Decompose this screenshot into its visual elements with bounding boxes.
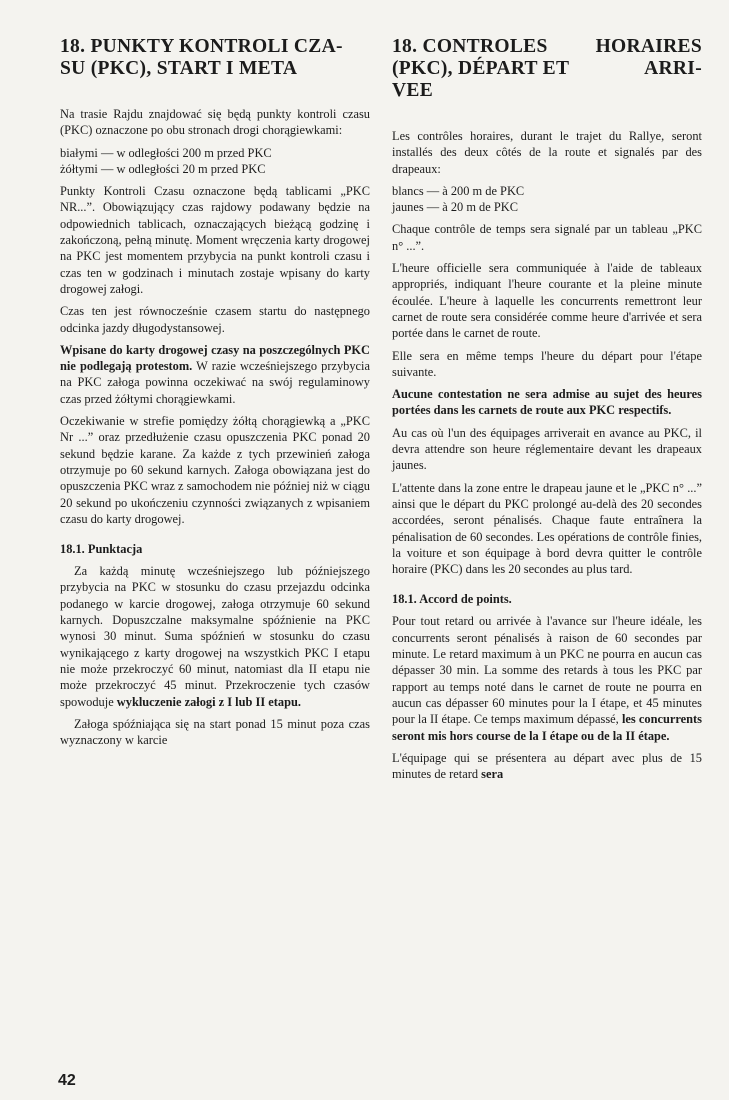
title-word: HORAIRES bbox=[595, 36, 702, 57]
bold-statement: Wpisane do karty drogowej czasy na poszczególnych PKC nie podlegają protestom. bbox=[60, 342, 370, 374]
paragraph: Chaque contrôle de temps sera signalé par un tableau „PKC n° ...”. bbox=[392, 222, 702, 253]
bold-statement: wykluczenie załogi z I lub II etapu. bbox=[116, 694, 301, 709]
paragraph-text: Pour tout retard ou arrivée à l'avance sur l'heure idéale, les concurrents seront pénalisés à raison de 60 secondes par minute. Le retard maximum à un PKC ne pourra en aucun cas dépasser 30 min. La somme des retards à tous les PKC par rapport au temps noté dans le carnet de route ne pourra en aucun cas dépasser 60 minutes pour la I étape, et 45 minutes pour la II étape. Ce temps maximum dépassé, bbox=[392, 614, 702, 727]
title-line bbox=[392, 58, 702, 80]
title-word: ARRI- bbox=[644, 58, 702, 79]
title-word: (PKC), DÉPART ET bbox=[392, 58, 570, 79]
subsection-title-french: 18.1. Accord de points. bbox=[392, 592, 512, 607]
flag-line-white: blancs — à 200 m de PKC bbox=[392, 183, 525, 198]
title-word: 18. CONTROLES bbox=[392, 36, 548, 57]
paragraph: Les contrôles horaires, durant le trajet du Rallye, seront installés des deux côtés de la route et signalés par des drapeaux: bbox=[392, 129, 702, 176]
polish-column bbox=[60, 36, 370, 754]
paragraph: Czas ten jest równocześnie czasem startu do następnego odcinka jazdy długodystansowej. bbox=[60, 304, 370, 335]
paragraph: Punkty Kontroli Czasu oznaczone będą tablicami „PKC NR...”. Obowiązujący czas rajdowy podawany będzie na odpowiednich tablicach, oznaczających bieżącą godzinę i zakończoną, pełną minutę. Moment wręczenia karty drogowej na PKC jest momentem przybycia na punkt kontroli czasu i czas ten w godzinach i minutach zostaje wpisany do karty drogowej załogi. bbox=[60, 184, 370, 296]
bold-statement: sera bbox=[481, 767, 504, 782]
paragraph: Elle sera en même temps l'heure du départ pour l'étape suivante. bbox=[392, 348, 702, 379]
bold-statement: Aucune contestation ne sera admise au sujet des heures portées dans les carnets de route aux PKC respectifs. bbox=[392, 387, 702, 418]
flag-line-yellow: żółtymi — w odległości 20 m przed PKC bbox=[60, 161, 266, 176]
paragraph bbox=[392, 750, 702, 783]
paragraph: Na trasie Rajdu znajdować się będą punkty kontroli czasu (PKC) oznaczone po obu stronach drogi chorągiewkami: bbox=[60, 107, 370, 138]
paragraph-text: L'équipage qui se présentera au départ avec plus de 15 minutes de retard bbox=[392, 750, 702, 782]
paragraph-text: W razie wcześniejszego przybycia na PKC załoga powinna oczekiwać na swój regulaminowy czas przed żółtymi chorągiewkami. bbox=[60, 359, 370, 406]
paragraph bbox=[60, 342, 370, 407]
french-column bbox=[392, 36, 702, 788]
paragraph: L'heure officielle sera communiquée à l'aide de tableaux appropriés, indiquant l'heure courante et la pleine minute écoulée. L'heure à laquelle les concurrents remettront leur carnet de route sera considérée comme heure d'arrivée et sera portée dans le carnet de route. bbox=[392, 261, 702, 341]
title-line bbox=[392, 36, 702, 58]
paragraph bbox=[392, 613, 702, 743]
subsection-title-polish: 18.1. Punktacja bbox=[60, 542, 143, 557]
paragraph: Au cas où l'un des équipages arriverait en avance au PKC, il devra attendre son heure réglementaire devant les drapeaux jaunes. bbox=[392, 425, 702, 473]
page-number: 42 bbox=[58, 1072, 76, 1089]
paragraph bbox=[60, 563, 370, 710]
paragraph: L'attente dans la zone entre le drapeau jaune et le „PKC n° ...” ainsi que le départ du PKC prolongé au-delà des 20 secondes accordées, seront pénalisés. Chaque faute entraînera la pénalisation de 60 secondes. Les opérations de contrôle finies, la voiture et son équipage à bord devra quitter le contrôle horaire (PKC) dans les 20 secondes au plus tard. bbox=[392, 480, 702, 577]
flag-line-white: białymi — w odległości 200 m przed PKC bbox=[60, 145, 272, 160]
paragraph-text: Za każdą minutę wcześniejszego lub późniejszego przybycia na PKC w stosunku do czasu przejazdu odcinka podanego w karcie drogowej, załoga otrzymuje 60 sekund karnych. Dopuszczalne maksymalne spóźnienie na PKC wynosi 30 minut. Suma spóźnień w stosunku do czasu wynikającego z karty drogowej na wszystkich PKC I etapu nie może przekroczyć 60 minut, natomiast dla II etapu nie może przekroczyć 45 minut. Przekroczenie tych czasów spowoduje bbox=[60, 564, 370, 709]
title-line: 18. PUNKTY KONTROLI CZA- bbox=[60, 36, 343, 57]
section-title-polish bbox=[60, 36, 370, 80]
bold-statement: les concurrents seront mis hors course de la I étape ou de la II étape. bbox=[392, 712, 703, 743]
paragraph: Załoga spóźniająca się na start ponad 15 minut poza czas wyznaczony w karcie bbox=[60, 716, 370, 748]
section-title-french bbox=[392, 36, 702, 102]
title-line: VEE bbox=[392, 80, 433, 101]
paragraph: Oczekiwanie w strefie pomiędzy żółtą chorągiewką a „PKC Nr ...” oraz przedłużenie czasu opuszczenia PKC ponad 20 sekund będzie karane. Za każde z tych przewinień załoga otrzymuje po 60 sekund karnych. Załoga obowiązana jest do opuszczenia PKC wraz z samochodem nie później niż w ciągu 20 sekund po ukończeniu czynności związanych z wpisaniem czasu do karty drogowej. bbox=[60, 414, 371, 526]
title-line: SU (PKC), START I META bbox=[60, 58, 298, 79]
flag-line-yellow: jaunes — à 20 m de PKC bbox=[392, 200, 518, 215]
